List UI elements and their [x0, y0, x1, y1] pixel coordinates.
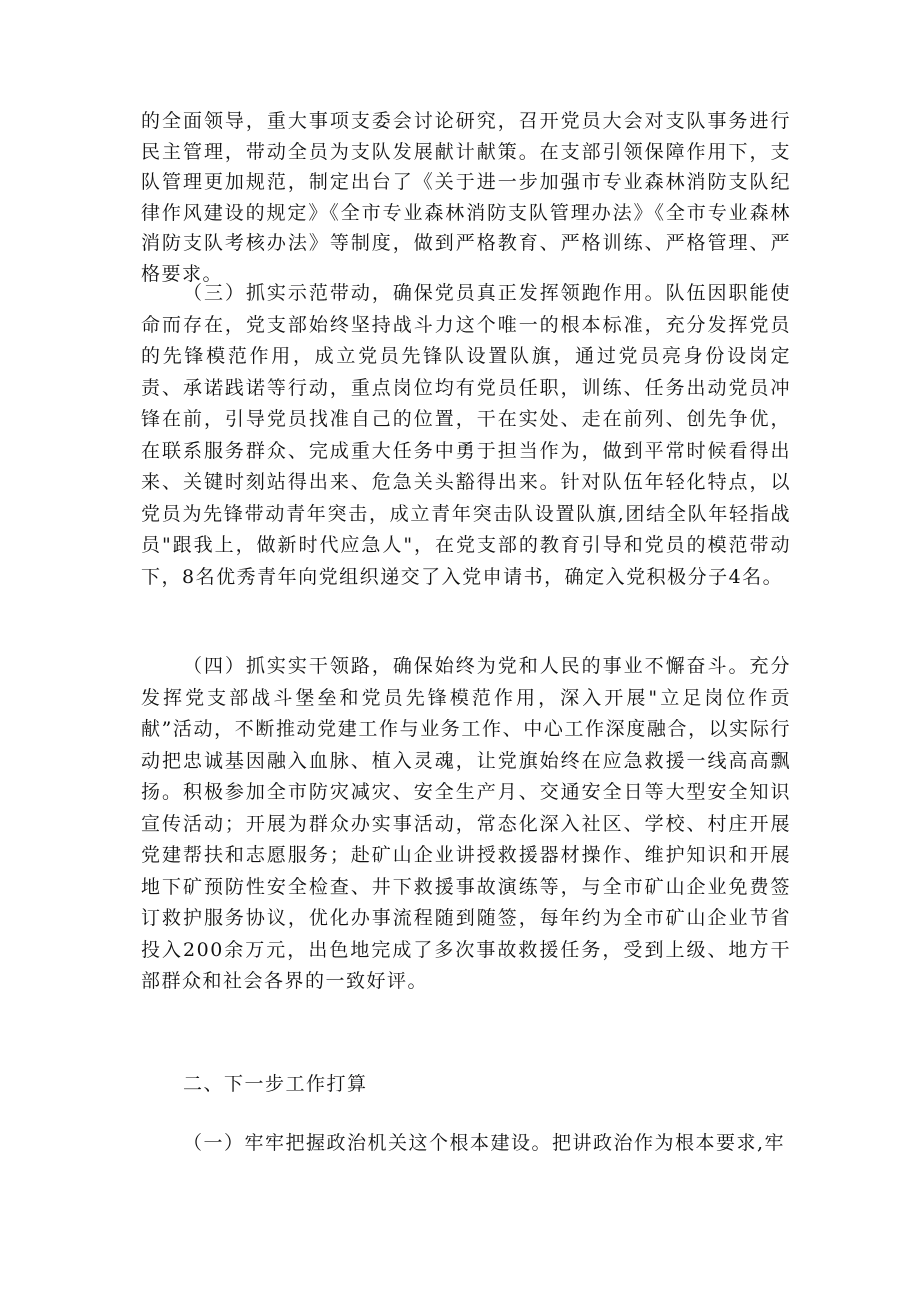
- paragraph-section-four: （四）抓实实干领路，确保始终为党和人民的事业不懈奋斗。充分发挥党支部战斗堡垒和党员先锋模范作用，深入开展"立足岗位作贡献”活动，不断推动党建工作与业务工作、中心工作深度融合，以实际行动把忠诚基因融入血脉、植入灵魂，让党旗始终在应急救援一线高高飘扬。积极参加全市防灾减灾、安全生产月、交通安全日等大型安全知识宣传活动；开展为群众办实事活动，常态化深入社区、学校、村庄开展党建帮扶和志愿服务；赴矿山企业讲授救援器材操作、维护知识和开展地下矿预防性安全检查、井下救援事故演练等，与全市矿山企业免费签订救护服务协议，优化办事流程随到随签，每年约为全市矿山企业节省投入200余万元，出色地完成了多次事故救援任务，受到上级、地方干部群众和社会各界的一致好评。: [141, 655, 791, 992]
- paragraph-next-step-one: （一）牢牢把握政治机关这个根本建设。把讲政治作为根本要求,牢: [183, 1132, 786, 1154]
- paragraph-continued: 的全面领导，重大事项支委会讨论研究，召开党员大会对支队事务进行民主管理，带动全员为支队发展献计献策。在支部引领保障作用下，支队管理更加规范，制定出台了《关于进一步加强市专业森林消防支队纪律作风建设的规定》《全市专业森林消防支队管理办法》《全市专业森林消防支队考核办法》等制度，做到严格教育、严格训练、严格管理、严格要求。: [141, 110, 791, 285]
- paragraph-section-three: （三）抓实示范带动，确保党员真正发挥领跑作用。队伍因职能使命而存在，党支部始终坚持战斗力这个唯一的根本标准，充分发挥党员的先锋模范作用，成立党员先锋队设置队旗，通过党员亮身份设岗定责、承诺践诺等行动，重点岗位均有党员任职，训练、任务出动党员冲锋在前，引导党员找准自己的位置，干在实处、走在前列、创先争优，在联系服务群众、完成重大任务中勇于担当作为，做到平常时候看得出来、关键时刻站得出来、危急关头豁得出来。针对队伍年轻化特点，以党员为先锋带动青年突击，成立青年突击队设置队旗,团结全队年轻指战员"跟我上，做新时代应急人"，在党支部的教育引导和党员的模范带动下，8名优秀青年向党组织递交了入党申请书，确定入党积极分子4名。: [141, 282, 791, 588]
- section-heading-next-steps: 二、下一步工作打算: [183, 1073, 368, 1095]
